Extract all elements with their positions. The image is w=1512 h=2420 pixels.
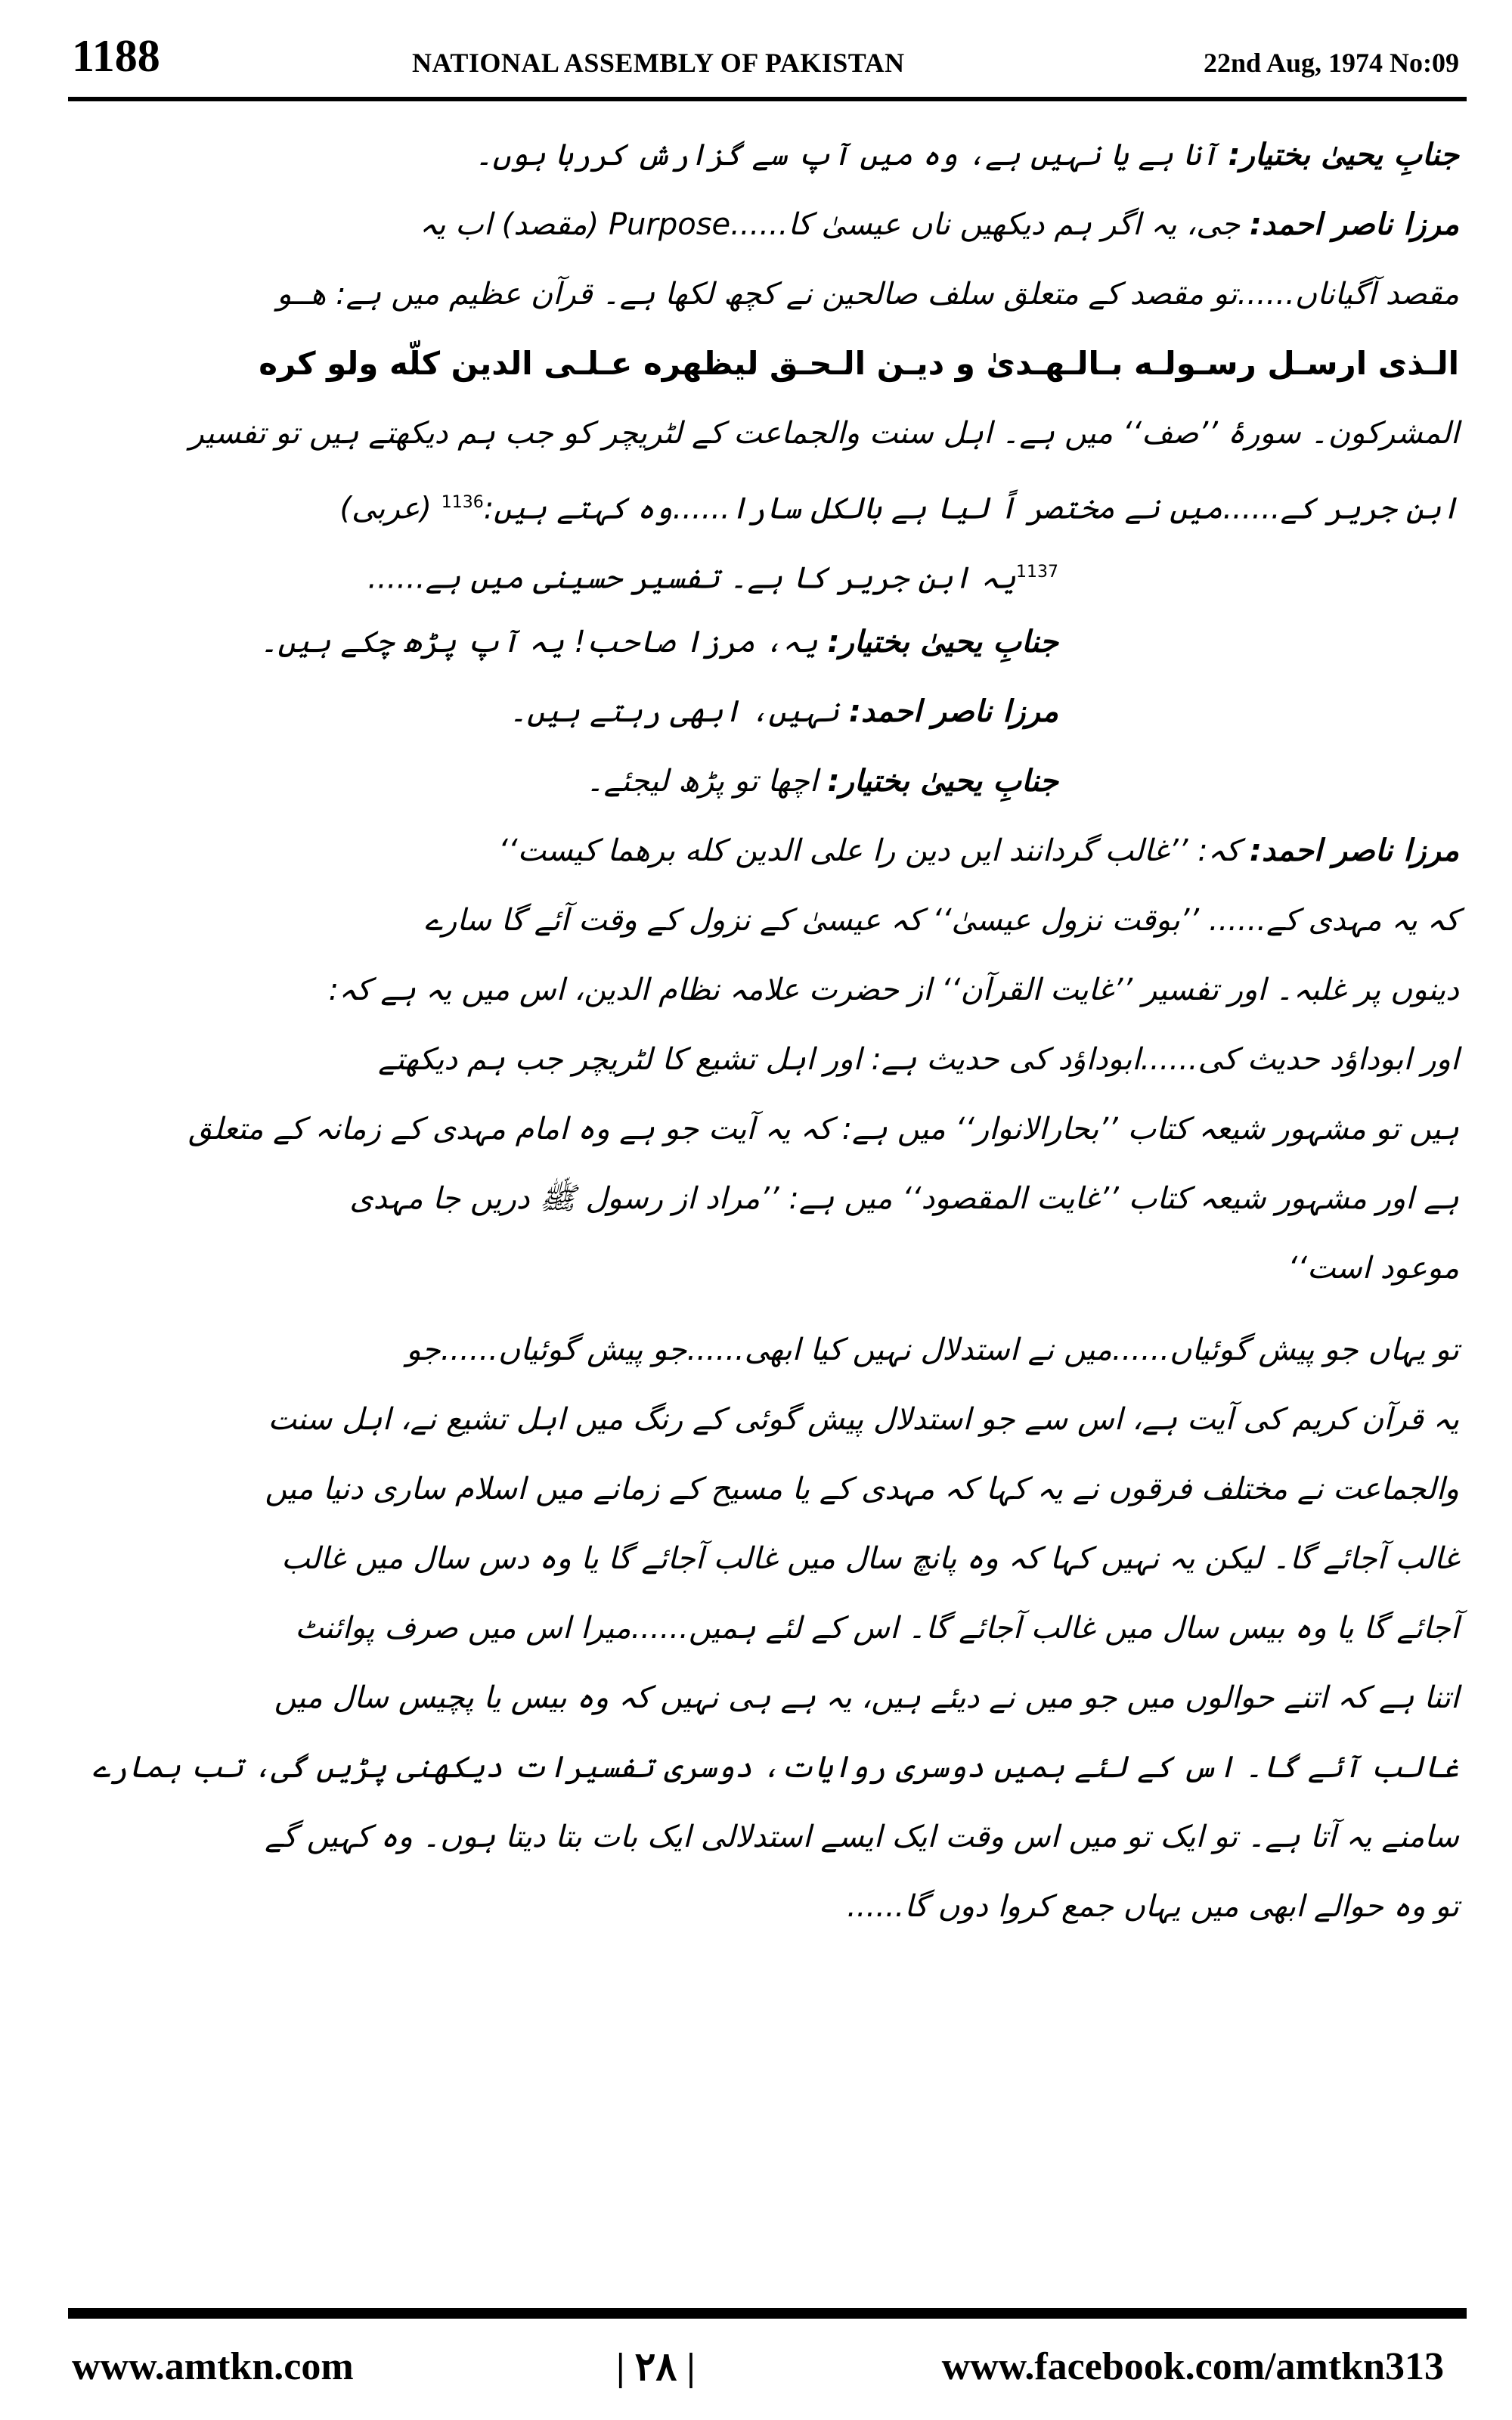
transcript-line (847, 1876, 1459, 1937)
line-text: ابن جریر کے......میں نے مختصر اً لیا ہے بالکل سارا......وہ کہتے ہیں: (483, 491, 1459, 526)
line-text: دینوں پر غلبہ۔ اور تفسیر ’’غایت القرآن‘‘ از حضرت علامہ نظام الدین، اس میں یہ ہے کہ: (328, 973, 1459, 1007)
line-text: جی، یہ اگر ہم دیکھیں ناں عیسیٰ کا......Purpose (مقصد) اب یہ (419, 207, 1241, 242)
footer-facebook-link[interactable]: www.facebook.com/amtkn313 (941, 2345, 1444, 2388)
transcript-line (406, 1320, 1459, 1380)
footer-website-link[interactable]: www.amtkn.com (72, 2345, 354, 2388)
transcript-line (510, 681, 1058, 742)
transcript-line (259, 334, 1459, 394)
transcript-line (329, 960, 1459, 1020)
transcript-line (586, 751, 1058, 811)
speaker-label: مرزا ناصر احمد: (848, 694, 1058, 729)
footer-rule (68, 2308, 1467, 2319)
line-text: اچھا تو پڑھ لیجئے۔ (586, 764, 818, 799)
line-text: ہے اور مشہور شیعہ کتاب ’’غایت المقصود‘‘ میں ہے: ’’مراد از رسول ﷺ دریں جا مہدی (349, 1181, 1459, 1216)
line-text: الـذی ارسـل رسـولـه بـالـهـدیٰ و دیـن الـحـق لیظهره عـلـی الدین کلّه ولو کره (259, 345, 1459, 382)
page-footer (72, 2337, 1459, 2405)
transcript-line (498, 821, 1459, 881)
line-text: اتنا ہے کہ اتنے حوالوں میں جو میں نے دیئے ہیں، یہ ہے ہی نہیں کہ وہ بیس یا پچیس سال میں (274, 1680, 1459, 1715)
line-tail: (عربی) (339, 491, 442, 526)
line-text: غالب آئے گا۔ اس کے لئے ہمیں دوسری روایات، دوسری تفسیرات دیکھنی پڑیں گی، تب ہمارے (92, 1750, 1459, 1785)
transcript-line (188, 1099, 1459, 1159)
transcript-line (268, 1389, 1459, 1450)
page-header (72, 30, 1459, 91)
footer-page-marker: | ۲۸ | (616, 2346, 696, 2389)
line-text: آجائے گا یا وہ بیس سال میں غالب آجائے گا۔ اس کے لئے ہمیں......میرا اس میں صرف پوائنٹ (295, 1611, 1459, 1646)
transcript-line (260, 612, 1058, 672)
line-text: یہ ابن جریر کا ہے۔ تفسیر حسینی میں ہے...... (367, 560, 1016, 596)
speaker-label: جنابِ یحییٰ بختیار: (1228, 138, 1459, 172)
transcript-line (274, 1668, 1459, 1728)
transcript-line (265, 1807, 1459, 1867)
line-text: آنا ہے یا نہیں ہے، وہ میں آپ سے گزارش کررہا ہوں۔ (475, 138, 1219, 172)
transcript-line (425, 890, 1459, 951)
line-text: المشرکون۔ سورۂ ’’صف‘‘ میں ہے۔ اہل سنت والجماعت کے لٹریچر کو جب ہم دیکھتے ہیں تو تفسیر (189, 416, 1459, 451)
line-text: یہ قرآن کریم کی آیت ہے، اس سے جو استدلال پیش گوئی کے رنگ میں اہل تشیع نے، اہل سنت (268, 1402, 1459, 1437)
transcript-line (420, 194, 1459, 255)
speaker-label: مرزا ناصر احمد: (1249, 833, 1459, 868)
footnote-reference: 1136 (441, 493, 484, 512)
line-text: ہیں تو مشہور شیعہ کتاب ’’بحارالانوار‘‘ میں ہے: کہ یہ آیت جو ہے وہ امام مہدی کے زمانہ کے متعلق (187, 1112, 1459, 1146)
transcript-line (189, 403, 1459, 464)
transcript-body (68, 125, 1459, 2288)
line-text: مقصد آگیاناں......تو مقصد کے متعلق سلف صالحین نے کچھ لکھا ہے۔ قرآن عظیم میں ہے: ھــو (277, 277, 1459, 312)
transcript-line (475, 125, 1459, 185)
speaker-label: جنابِ یحییٰ بختیار: (827, 625, 1058, 659)
transcript-line (281, 1528, 1459, 1589)
line-text: اور ابوداؤد حدیث کی......ابوداؤد کی حدیث ہے: اور اہل تشیع کا لٹریچر جب ہم دیکھتے (378, 1042, 1459, 1077)
line-text: تو وہ حوالے ابھی میں یہاں جمع کروا دوں گا...... (847, 1889, 1459, 1924)
transcript-line (1288, 1238, 1459, 1298)
line-text: یہ، مرزا صاحب! یہ آپ پڑھ چکے ہیں۔ (259, 625, 818, 659)
header-rule (68, 97, 1467, 101)
transcript-line (265, 1459, 1459, 1519)
header-date: 22nd Aug, 1974 No:09 (1203, 48, 1459, 78)
line-text: کہ یہ مہدی کے...... ’’بوقت نزول عیسیٰ‘‘ کہ عیسیٰ کے نزول کے وقت آئے گا سارے (424, 903, 1459, 938)
transcript-line (92, 1737, 1459, 1798)
footnote-reference: 1137 (1016, 563, 1058, 582)
line-text: موعود است‘‘ (1287, 1251, 1459, 1286)
header-title: NATIONAL ASSEMBLY OF PAKISTAN (412, 48, 905, 78)
transcript-line (378, 1029, 1459, 1090)
transcript-line (339, 473, 1459, 538)
line-text: والجماعت نے مختلف فرقوں نے یہ کہا کہ مہدی کے یا مسیح کے زمانے میں اسلام ساری دنیا میں (265, 1472, 1459, 1506)
transcript-line (277, 264, 1459, 324)
transcript-line (295, 1598, 1459, 1658)
speaker-label: مرزا ناصر احمد: (1249, 207, 1459, 242)
transcript-line (349, 1168, 1459, 1229)
line-text: تو یہاں جو پیش گوئیاں......میں نے استدلال نہیں کیا ابھی......جو پیش گوئیاں......جو (406, 1333, 1459, 1367)
line-text: کہ: ’’غالب گردانند ایں دین را علی الدین کله برهما کیست‘‘ (498, 833, 1241, 868)
speaker-label: جنابِ یحییٰ بختیار: (827, 764, 1058, 799)
transcript-line (367, 542, 1058, 608)
line-text: سامنے یہ آتا ہے۔ تو ایک تو میں اس وقت ایک ایسے استدلالی ایک بات بتا دیتا ہوں۔ وہ کہیں گے (265, 1820, 1459, 1854)
page-number: 1188 (72, 31, 160, 81)
line-text: غالب آجائے گا۔ لیکن یہ نہیں کہا کہ وہ پانچ سال میں غالب آجائے گا یا وہ دس سال میں غالب (281, 1541, 1459, 1576)
line-text: نہیں، ابھی رہتے ہیں۔ (509, 694, 840, 729)
